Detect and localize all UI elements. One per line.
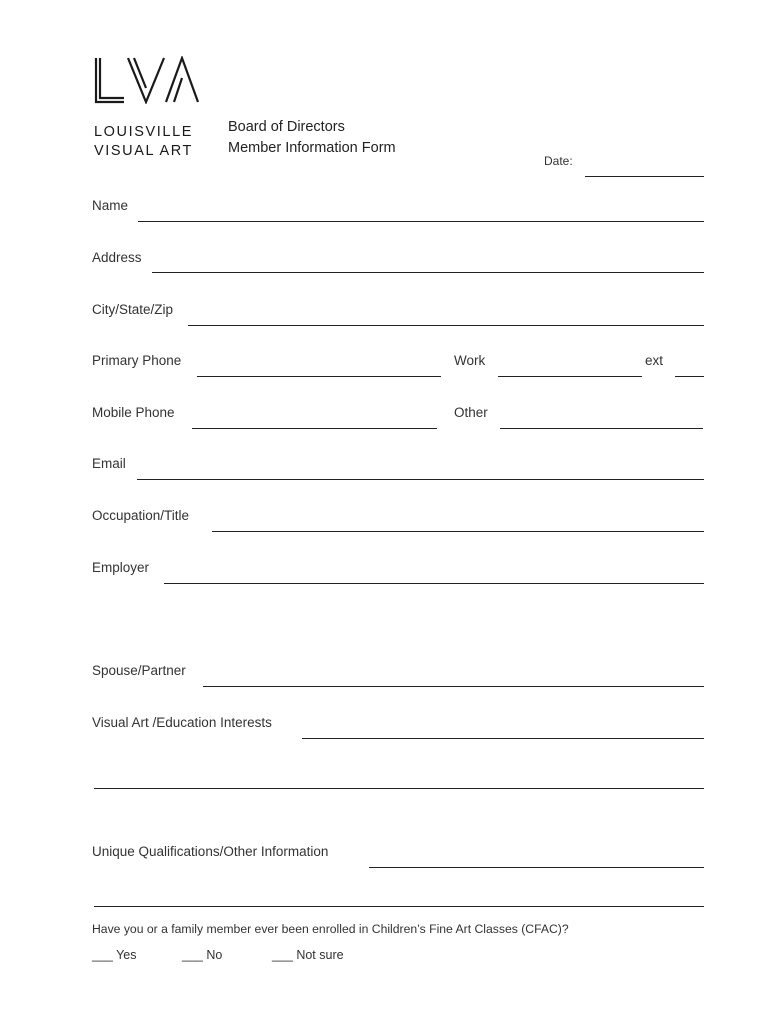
mobile-phone-label: Mobile Phone bbox=[92, 405, 175, 420]
city-state-zip-field[interactable] bbox=[188, 325, 704, 326]
cfac-option-yes[interactable]: ___ Yes bbox=[92, 948, 137, 962]
date-label: Date: bbox=[544, 154, 573, 168]
interests-label: Visual Art /Education Interests bbox=[92, 715, 272, 730]
qualifications-label: Unique Qualifications/Other Information bbox=[92, 844, 329, 859]
form-heading bbox=[228, 117, 396, 159]
other-phone-label: Other bbox=[454, 405, 488, 420]
form-heading-line2: Member Information Form bbox=[228, 140, 396, 156]
employer-label: Employer bbox=[92, 560, 150, 575]
cfac-option-not-sure[interactable]: ___ Not sure bbox=[272, 948, 344, 962]
cfac-option-no[interactable]: ___ No bbox=[182, 948, 223, 962]
qualifications-field[interactable] bbox=[369, 867, 704, 868]
lva-logo-icon bbox=[94, 56, 202, 104]
interests-field[interactable] bbox=[302, 738, 704, 739]
occupation-field[interactable] bbox=[212, 531, 704, 532]
city-state-zip-label: City/State/Zip bbox=[92, 302, 174, 317]
organization-name-line1: LOUISVILLE bbox=[94, 124, 194, 140]
primary-phone-label: Primary Phone bbox=[92, 353, 182, 368]
interests-field-continued[interactable] bbox=[94, 788, 704, 789]
cfac-question: Have you or a family member ever been enrolled in Children’s Fine Art Classes (CFAC)? bbox=[92, 922, 569, 936]
occupation-label: Occupation/Title bbox=[92, 508, 190, 523]
form-heading-line1: Board of Directors bbox=[228, 119, 345, 135]
name-label: Name bbox=[92, 198, 129, 213]
extension-label: ext bbox=[645, 353, 664, 368]
work-phone-field[interactable] bbox=[498, 376, 642, 377]
address-label: Address bbox=[92, 250, 142, 265]
email-label: Email bbox=[92, 456, 126, 471]
employer-field[interactable] bbox=[164, 583, 704, 584]
extension-field[interactable] bbox=[675, 376, 704, 377]
spouse-partner-label: Spouse/Partner bbox=[92, 663, 186, 678]
address-field[interactable] bbox=[152, 272, 704, 273]
other-phone-field[interactable] bbox=[500, 428, 703, 429]
email-field[interactable] bbox=[137, 479, 704, 480]
organization-name-line2: VISUAL ART bbox=[94, 143, 194, 159]
organization-name bbox=[94, 123, 193, 161]
spouse-partner-field[interactable] bbox=[203, 686, 704, 687]
name-field[interactable] bbox=[138, 221, 704, 222]
primary-phone-field[interactable] bbox=[197, 376, 441, 377]
qualifications-field-continued[interactable] bbox=[94, 906, 704, 907]
mobile-phone-field[interactable] bbox=[192, 428, 437, 429]
date-field[interactable] bbox=[585, 176, 704, 177]
work-phone-label: Work bbox=[454, 353, 486, 368]
